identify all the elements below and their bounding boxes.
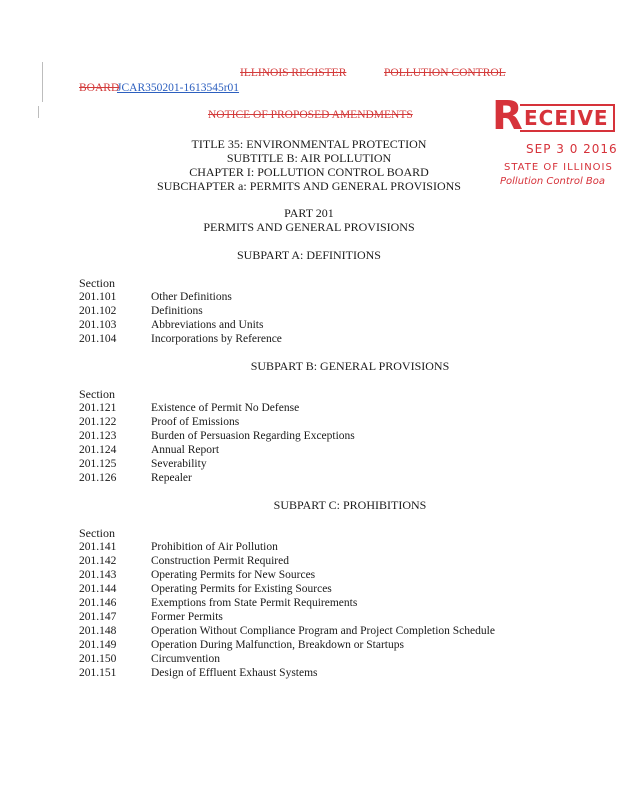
section-number: 201.142: [79, 555, 117, 567]
section-title: Annual Report: [151, 444, 220, 456]
section-number: 201.125: [79, 458, 117, 470]
table-row: [79, 332, 282, 346]
table-row: [79, 666, 318, 680]
stamp-received-word: ECEIVE: [520, 104, 615, 132]
table-row: [79, 596, 357, 610]
section-number: 201.104: [79, 333, 117, 345]
section-title: Abbreviations and Units: [151, 319, 264, 331]
table-row: [79, 290, 232, 304]
title-line-1: TITLE 35: ENVIRONMENTAL PROTECTION: [191, 137, 427, 151]
table-row: [79, 610, 223, 624]
section-number: 201.143: [79, 569, 117, 581]
title-line-4: SUBCHAPTER a: PERMITS AND GENERAL PROVISIONS: [157, 179, 461, 193]
header-board: POLLUTION CONTROL: [384, 67, 506, 79]
section-title: Operation Without Compliance Program and Project Completion Schedule: [151, 625, 495, 637]
section-title: Exemptions from State Permit Requirements: [151, 597, 358, 609]
table-row: [79, 624, 495, 638]
title-line-3: CHAPTER I: POLLUTION CONTROL BOARD: [189, 165, 429, 179]
section-number: 201.124: [79, 444, 117, 456]
table-row: [79, 304, 203, 318]
table-row: [79, 415, 239, 429]
section-number: 201.150: [79, 653, 117, 665]
table-row: [79, 443, 219, 457]
title-line-2: SUBTITLE B: AIR POLLUTION: [226, 151, 392, 165]
table-row: [79, 638, 404, 652]
section-title: Burden of Persuasion Regarding Exceptions: [151, 430, 355, 442]
section-number: 201.151: [79, 667, 117, 679]
jcar-link[interactable]: JCAR350201-1613545r01: [117, 82, 240, 94]
subpart-b-heading: SUBPART B: GENERAL PROVISIONS: [250, 359, 450, 373]
part-title: PERMITS AND GENERAL PROVISIONS: [203, 220, 415, 234]
table-row: [79, 457, 207, 471]
section-number: 201.126: [79, 472, 117, 484]
section-number: 201.141: [79, 541, 117, 553]
section-title: Former Permits: [151, 611, 223, 623]
stamp-letter-r: R: [492, 93, 523, 139]
section-title: Repealer: [151, 472, 192, 484]
section-title: Prohibition of Air Pollution: [151, 541, 278, 553]
stamp-board: Pollution Control Boa: [500, 176, 606, 187]
section-title: Existence of Permit No Defense: [151, 402, 300, 414]
section-title: Definitions: [151, 305, 203, 317]
left-margin-mark-2: [38, 106, 39, 118]
section-number: 201.101: [79, 291, 117, 303]
section-title: Incorporations by Reference: [151, 333, 282, 345]
section-number: 201.121: [79, 402, 117, 414]
section-title: Severability: [151, 458, 207, 470]
subpart-c-heading: SUBPART C: PROHIBITIONS: [273, 498, 427, 512]
section-title: Operation During Malfunction, Breakdown or Startups: [151, 639, 404, 651]
table-row: [79, 471, 192, 485]
stamp-state: STATE OF ILLINOIS: [504, 162, 613, 173]
table-row: [79, 401, 299, 415]
section-title: Other Definitions: [151, 291, 232, 303]
header-register: ILLINOIS REGISTER: [240, 67, 347, 79]
section-title: Operating Permits for New Sources: [151, 569, 316, 581]
table-row: [79, 568, 315, 582]
part-number: PART 201: [284, 206, 334, 220]
section-label: Section: [79, 526, 115, 540]
table-row: [79, 540, 278, 554]
section-number: 201.103: [79, 319, 117, 331]
section-number: 201.148: [79, 625, 117, 637]
section-number: 201.122: [79, 416, 117, 428]
section-number: 201.149: [79, 639, 117, 651]
notice-of-proposed-amendments: NOTICE OF PROPOSED AMENDMENTS: [208, 109, 413, 121]
section-number: 201.147: [79, 611, 117, 623]
section-label: Section: [79, 276, 115, 290]
stamp-date: SEP 3 0 2016: [526, 142, 618, 156]
table-row: [79, 652, 220, 666]
subpart-a-heading: SUBPART A: DEFINITIONS: [237, 248, 381, 262]
section-title: Proof of Emissions: [151, 416, 240, 428]
header-board-continued: BOARD: [79, 82, 120, 94]
table-row: [79, 582, 332, 596]
section-number: 201.102: [79, 305, 117, 317]
section-title: Circumvention: [151, 653, 220, 665]
section-number: 201.146: [79, 597, 117, 609]
section-title: Operating Permits for Existing Sources: [151, 583, 332, 595]
section-number: 201.144: [79, 583, 117, 595]
section-label: Section: [79, 387, 115, 401]
section-number: 201.123: [79, 430, 117, 442]
left-margin-mark: [42, 62, 43, 102]
section-title: Design of Effluent Exhaust Systems: [151, 667, 318, 679]
table-row: [79, 429, 355, 443]
table-row: [79, 554, 289, 568]
table-row: [79, 318, 263, 332]
section-title: Construction Permit Required: [151, 555, 289, 567]
